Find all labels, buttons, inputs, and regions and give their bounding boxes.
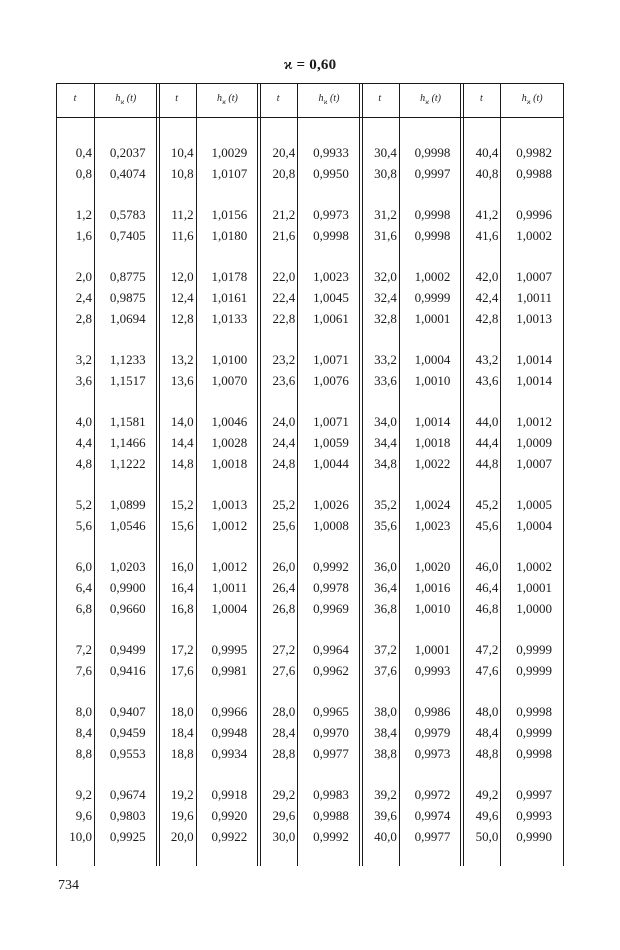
header-h	[500, 93, 564, 106]
cell-t: 27,6	[272, 662, 296, 678]
header-h-argument: (t)	[429, 93, 442, 104]
column-rule	[196, 83, 197, 866]
cell-h: 0,9981	[211, 662, 248, 678]
cell-t: 39,6	[374, 807, 397, 823]
cell-t: 48,4	[475, 724, 499, 740]
cell-h: 1,0001	[414, 642, 451, 657]
header-t: t	[378, 93, 382, 104]
block-double-rule	[257, 83, 258, 866]
cell-t: 2,4	[75, 289, 92, 305]
cell-t: 30,8	[374, 165, 397, 181]
cell-t: 11,6	[171, 227, 194, 243]
cell-h: 0,9978	[313, 579, 349, 595]
header-h	[297, 93, 361, 106]
cell-h: 1,0008	[313, 517, 349, 533]
cell-h: 1,0004	[516, 517, 552, 533]
cell-h: 1,0000	[516, 600, 552, 616]
cell-t: 42,0	[475, 269, 499, 284]
header-t: t	[276, 93, 280, 104]
cell-h: 1,0024	[414, 497, 451, 512]
cell-t: 25,6	[272, 517, 296, 533]
cell-t: 43,6	[475, 372, 499, 388]
cell-t: 21,2	[272, 207, 296, 222]
table-right-rule	[563, 83, 564, 866]
cell-h: 0,9982	[516, 145, 552, 160]
cell-h: 1,0044	[313, 455, 349, 471]
cell-h: 1,0029	[211, 145, 248, 160]
cell-h: 0,9499	[109, 642, 146, 657]
cell-t: 22,8	[272, 310, 296, 326]
cell-h: 0,9993	[414, 662, 451, 678]
cell-t: 28,4	[272, 724, 296, 740]
cell-h: 1,0014	[516, 372, 552, 388]
cell-t: 32,8	[374, 310, 397, 326]
cell-h: 1,1233	[109, 352, 146, 367]
cell-h: 1,0071	[313, 352, 349, 367]
cell-h: 0,9999	[414, 289, 451, 305]
header-h-argument: (t)	[327, 93, 340, 104]
cell-t: 0,8	[75, 165, 92, 181]
cell-t: 44,8	[475, 455, 499, 471]
cell-h: 0,9988	[516, 165, 552, 181]
cell-t: 1,2	[75, 207, 92, 222]
cell-t: 49,6	[475, 807, 499, 823]
cell-h: 0,9977	[414, 828, 451, 844]
cell-t: 8,4	[75, 724, 92, 740]
block-double-rule	[359, 83, 360, 866]
cell-h: 0,9407	[109, 704, 146, 719]
cell-t: 36,0	[374, 559, 397, 574]
cell-t: 29,2	[272, 787, 296, 802]
cell-t: 14,4	[170, 434, 194, 450]
cell-h: 0,9997	[516, 787, 552, 802]
cell-h: 1,0178	[211, 269, 248, 284]
cell-h: 0,9660	[109, 600, 146, 616]
cell-t: 38,8	[374, 745, 397, 761]
cell-t: 24,0	[272, 414, 296, 429]
header-h	[196, 93, 260, 106]
cell-t: 41,2	[475, 207, 499, 222]
cell-t: 20,0	[170, 828, 194, 844]
cell-t: 28,0	[272, 704, 296, 719]
cell-h: 1,0070	[211, 372, 248, 388]
cell-t: 26,0	[272, 559, 296, 574]
cell-h: 0,9875	[109, 289, 146, 305]
block-double-rule	[460, 83, 461, 866]
header-h-argument: (t)	[225, 93, 238, 104]
cell-h: 0,8775	[109, 269, 146, 284]
cell-t: 14,0	[170, 414, 194, 429]
cell-h: 1,0012	[516, 414, 552, 429]
block-double-rule	[362, 83, 363, 866]
cell-h: 1,0046	[211, 414, 248, 429]
cell-h: 1,0694	[109, 310, 146, 326]
cell-h: 1,0001	[516, 579, 552, 595]
cell-t: 2,0	[75, 269, 92, 284]
cell-h: 1,0020	[414, 559, 451, 574]
cell-t: 29,6	[272, 807, 296, 823]
cell-h: 0,9999	[516, 724, 552, 740]
cell-t: 3,2	[75, 352, 92, 367]
header-h-argument: (t)	[530, 93, 543, 104]
header-t: t	[73, 93, 77, 104]
cell-t: 40,0	[374, 828, 397, 844]
cell-h: 1,0107	[211, 165, 248, 181]
cell-t: 24,8	[272, 455, 296, 471]
header-h-symbol: h	[216, 93, 222, 104]
cell-h: 1,0002	[516, 559, 552, 574]
cell-h: 1,1517	[109, 372, 146, 388]
cell-t: 4,8	[75, 455, 92, 471]
cell-h: 1,0004	[414, 352, 451, 367]
cell-h: 1,0013	[211, 497, 248, 512]
cell-h: 0,9993	[516, 807, 552, 823]
cell-t: 16,0	[170, 559, 194, 574]
header-t: t	[175, 93, 178, 104]
cell-t: 0,4	[75, 145, 92, 160]
cell-h: 0,9950	[313, 165, 349, 181]
cell-t: 38,4	[374, 724, 397, 740]
cell-t: 10,4	[170, 145, 194, 160]
cell-h: 0,9998	[414, 207, 451, 222]
cell-t: 36,4	[374, 579, 397, 595]
cell-t: 25,2	[272, 497, 296, 512]
cell-t: 19,2	[170, 787, 194, 802]
cell-t: 46,4	[475, 579, 499, 595]
cell-t: 45,2	[475, 497, 499, 512]
cell-t: 34,0	[374, 414, 397, 429]
cell-t: 10,0	[69, 828, 92, 844]
cell-h: 1,0028	[211, 434, 248, 450]
cell-t: 7,2	[75, 642, 92, 657]
cell-h: 0,7405	[109, 227, 146, 243]
cell-t: 18,0	[170, 704, 194, 719]
cell-t: 30,4	[374, 145, 397, 160]
column-rule	[500, 83, 501, 866]
cell-h: 0,9998	[313, 227, 349, 243]
cell-t: 21,6	[272, 227, 296, 243]
cell-h: 0,9553	[109, 745, 146, 761]
cell-t: 39,2	[374, 787, 397, 802]
cell-h: 0,9416	[109, 662, 146, 678]
cell-h: 0,9992	[313, 828, 349, 844]
cell-t: 36,8	[374, 600, 397, 616]
cell-h: 1,0014	[414, 414, 451, 429]
cell-t: 32,0	[374, 269, 397, 284]
cell-h: 1,0007	[516, 455, 552, 471]
header-h-subscript: ϰ	[425, 98, 430, 106]
cell-t: 37,2	[374, 642, 397, 657]
cell-h: 0,9986	[414, 704, 451, 719]
cell-t: 27,2	[272, 642, 296, 657]
cell-t: 4,4	[75, 434, 92, 450]
cell-h: 0,9999	[516, 662, 552, 678]
cell-h: 1,0014	[516, 352, 552, 367]
cell-t: 42,4	[475, 289, 499, 305]
cell-h: 0,9922	[211, 828, 248, 844]
cell-h: 1,0023	[313, 269, 349, 284]
header-h	[399, 93, 463, 106]
cell-t: 26,4	[272, 579, 296, 595]
cell-h: 0,9962	[313, 662, 349, 678]
cell-h: 0,9999	[516, 642, 552, 657]
cell-t: 34,4	[374, 434, 397, 450]
cell-h: 0,9988	[313, 807, 349, 823]
block-double-rule	[156, 83, 157, 866]
header-t: t	[480, 93, 483, 104]
cell-h: 0,9459	[109, 724, 146, 740]
cell-t: 4,0	[75, 414, 92, 429]
cell-t: 31,6	[374, 227, 397, 243]
cell-h: 1,1466	[109, 434, 146, 450]
cell-h: 1,0133	[211, 310, 248, 326]
column-rule	[297, 83, 298, 866]
cell-h: 1,0018	[211, 455, 248, 471]
cell-t: 30,0	[272, 828, 296, 844]
cell-h: 1,0022	[414, 455, 451, 471]
cell-h: 0,9964	[313, 642, 349, 657]
cell-h: 1,0005	[516, 497, 552, 512]
cell-h: 1,0100	[211, 352, 248, 367]
cell-h: 1,0156	[211, 207, 248, 222]
cell-h: 1,0899	[109, 497, 146, 512]
cell-t: 19,6	[170, 807, 194, 823]
cell-h: 1,0016	[414, 579, 451, 595]
cell-h: 0,9979	[414, 724, 451, 740]
cell-h: 1,0203	[109, 559, 146, 574]
cell-t: 47,2	[475, 642, 499, 657]
header-h-subscript: ϰ	[526, 98, 531, 106]
cell-t: 6,4	[75, 579, 92, 595]
cell-t: 6,0	[75, 559, 92, 574]
cell-h: 1,0061	[313, 310, 349, 326]
cell-t: 10,8	[170, 165, 194, 181]
cell-h: 0,9934	[211, 745, 248, 761]
cell-t: 40,4	[475, 145, 499, 160]
cell-h: 0,9803	[109, 807, 146, 823]
cell-h: 0,5783	[109, 207, 146, 222]
cell-h: 1,0012	[211, 559, 248, 574]
cell-t: 24,4	[272, 434, 296, 450]
cell-h: 1,0546	[109, 517, 146, 533]
cell-t: 8,0	[75, 704, 92, 719]
cell-h: 0,9973	[414, 745, 451, 761]
cell-t: 12,0	[170, 269, 194, 284]
cell-t: 14,8	[170, 455, 194, 471]
cell-h: 1,1581	[109, 414, 146, 429]
data-table	[56, 83, 564, 866]
table-title: ϰ = 0,60	[283, 57, 337, 73]
cell-t: 16,8	[170, 600, 194, 616]
cell-h: 1,0076	[313, 372, 349, 388]
cell-t: 42,8	[475, 310, 499, 326]
cell-t: 35,2	[374, 497, 397, 512]
cell-t: 49,2	[475, 787, 499, 802]
cell-t: 33,6	[374, 372, 397, 388]
cell-t: 13,2	[170, 352, 194, 367]
cell-t: 9,2	[75, 787, 92, 802]
cell-t: 43,2	[475, 352, 499, 367]
column-rule	[399, 83, 400, 866]
block-double-rule	[260, 83, 261, 866]
page-number: 734	[58, 878, 79, 893]
cell-h: 1,0007	[516, 269, 552, 284]
header-h-symbol: h	[318, 93, 324, 104]
table-top-rule	[56, 83, 564, 84]
cell-h: 1,0011	[211, 579, 248, 595]
cell-t: 23,6	[272, 372, 296, 388]
cell-h: 1,0026	[313, 497, 349, 512]
cell-h: 0,9948	[211, 724, 248, 740]
cell-h: 0,9998	[516, 704, 552, 719]
header-rule	[56, 117, 564, 118]
cell-t: 16,4	[170, 579, 194, 595]
cell-h: 1,0161	[211, 289, 248, 305]
block-double-rule	[159, 83, 160, 866]
cell-t: 12,8	[170, 310, 194, 326]
cell-h: 0,9970	[313, 724, 349, 740]
cell-h: 0,9977	[313, 745, 349, 761]
cell-h: 1,0001	[414, 310, 451, 326]
cell-t: 18,8	[170, 745, 194, 761]
cell-t: 40,8	[475, 165, 499, 181]
cell-t: 38,0	[374, 704, 397, 719]
block-double-rule	[463, 83, 464, 866]
cell-h: 0,9918	[211, 787, 248, 802]
cell-t: 15,2	[170, 497, 194, 512]
cell-h: 1,0011	[516, 289, 552, 305]
header-h-argument: (t)	[124, 93, 137, 104]
cell-t: 15,6	[170, 517, 194, 533]
header-h	[94, 93, 158, 106]
cell-t: 20,8	[272, 165, 296, 181]
cell-h: 1,0018	[414, 434, 451, 450]
cell-h: 1,0013	[516, 310, 552, 326]
cell-h: 0,9998	[516, 745, 552, 761]
cell-t: 17,2	[170, 642, 194, 657]
cell-h: 0,9972	[414, 787, 451, 802]
table-left-rule	[56, 83, 57, 866]
cell-h: 0,2037	[109, 145, 146, 160]
cell-h: 0,9920	[211, 807, 248, 823]
cell-h: 1,0045	[313, 289, 349, 305]
cell-t: 35,6	[374, 517, 397, 533]
header-h-symbol: h	[115, 93, 121, 104]
cell-h: 0,9998	[414, 145, 451, 160]
cell-t: 13,6	[170, 372, 194, 388]
cell-t: 22,0	[272, 269, 296, 284]
cell-h: 0,9997	[414, 165, 451, 181]
cell-t: 2,8	[75, 310, 92, 326]
cell-t: 17,6	[170, 662, 194, 678]
cell-t: 46,8	[475, 600, 499, 616]
header-h-subscript: ϰ	[323, 98, 328, 106]
cell-h: 0,9992	[313, 559, 349, 574]
cell-h: 0,9990	[516, 828, 552, 844]
cell-h: 0,9983	[313, 787, 349, 802]
cell-h: 1,0023	[414, 517, 451, 533]
cell-t: 5,2	[75, 497, 92, 512]
cell-t: 48,8	[475, 745, 499, 761]
cell-h: 0,4074	[109, 165, 146, 181]
cell-h: 1,1222	[109, 455, 146, 471]
cell-h: 0,9995	[211, 642, 248, 657]
cell-t: 45,6	[475, 517, 499, 533]
cell-t: 41,6	[475, 227, 499, 243]
cell-t: 46,0	[475, 559, 499, 574]
header-h-symbol: h	[420, 93, 426, 104]
cell-t: 11,2	[171, 207, 194, 222]
cell-h: 0,9973	[313, 207, 349, 222]
cell-h: 1,0004	[211, 600, 248, 616]
cell-h: 0,9998	[414, 227, 451, 243]
cell-h: 0,9933	[313, 145, 349, 160]
cell-t: 50,0	[475, 828, 499, 844]
cell-t: 31,2	[374, 207, 397, 222]
cell-h: 0,9965	[313, 704, 349, 719]
cell-t: 12,4	[170, 289, 194, 305]
cell-t: 3,6	[75, 372, 92, 388]
cell-t: 20,4	[272, 145, 296, 160]
cell-h: 1,0180	[211, 227, 248, 243]
cell-t: 9,6	[75, 807, 92, 823]
cell-t: 28,8	[272, 745, 296, 761]
cell-h: 0,9925	[109, 828, 146, 844]
header-h-subscript: ϰ	[120, 98, 125, 106]
cell-h: 1,0002	[414, 269, 451, 284]
cell-h: 0,9969	[313, 600, 349, 616]
cell-t: 7,6	[75, 662, 92, 678]
header-h-subscript: ϰ	[221, 98, 226, 106]
cell-t: 32,4	[374, 289, 397, 305]
cell-t: 47,6	[475, 662, 499, 678]
cell-t: 44,4	[475, 434, 499, 450]
column-rule	[94, 83, 95, 866]
cell-t: 5,6	[75, 517, 92, 533]
cell-t: 22,4	[272, 289, 296, 305]
cell-h: 1,0010	[414, 600, 451, 616]
cell-t: 23,2	[272, 352, 296, 367]
cell-t: 8,8	[75, 745, 92, 761]
cell-t: 48,0	[475, 704, 499, 719]
cell-t: 44,0	[475, 414, 499, 429]
cell-h: 1,0059	[313, 434, 349, 450]
cell-t: 1,6	[75, 227, 92, 243]
cell-t: 18,4	[170, 724, 194, 740]
cell-h: 0,9674	[109, 787, 146, 802]
cell-t: 6,8	[75, 600, 92, 616]
cell-h: 0,9996	[516, 207, 552, 222]
cell-h: 1,0009	[516, 434, 552, 450]
cell-h: 0,9974	[414, 807, 451, 823]
cell-t: 34,8	[374, 455, 397, 471]
header-h-symbol: h	[521, 93, 527, 104]
cell-t: 37,6	[374, 662, 397, 678]
cell-t: 33,2	[374, 352, 397, 367]
cell-h: 1,0012	[211, 517, 248, 533]
cell-t: 26,8	[272, 600, 296, 616]
cell-h: 0,9900	[109, 579, 146, 595]
cell-h: 0,9966	[211, 704, 248, 719]
cell-h: 1,0071	[313, 414, 349, 429]
cell-h: 1,0002	[516, 227, 552, 243]
cell-h: 1,0010	[414, 372, 451, 388]
